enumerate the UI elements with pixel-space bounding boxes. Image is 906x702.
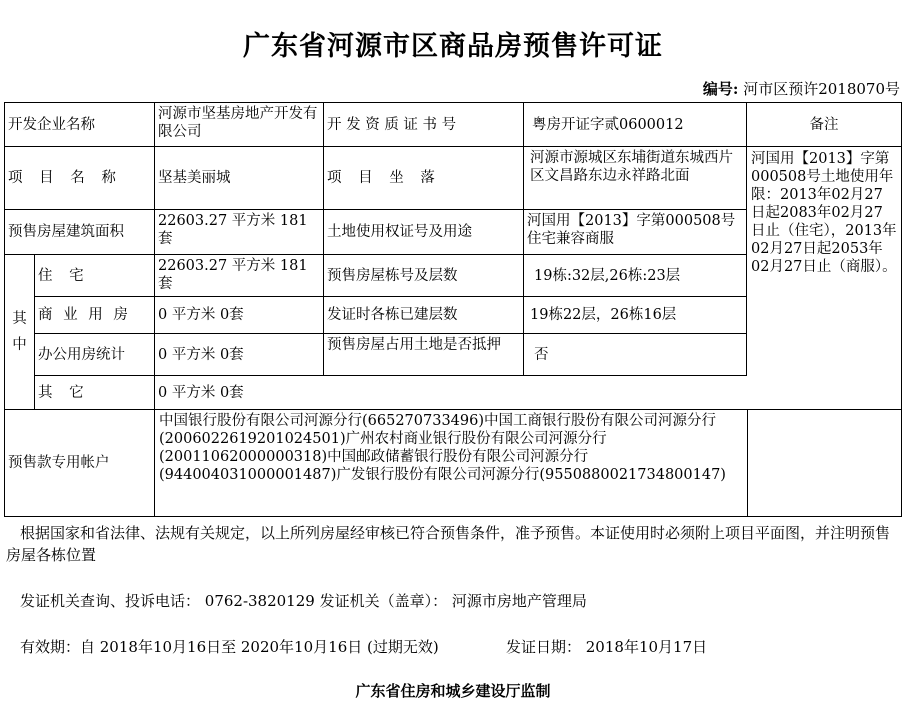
buildings-value: 19栋:32层,26栋:23层 (523, 254, 747, 297)
project-name-value: 坚基美丽城 (154, 146, 324, 210)
certificate-number-label: 编号: (702, 80, 739, 98)
developer-label: 开发企业名称 (4, 102, 155, 147)
issue-date-line: 发证日期： 2018年10月17日 (506, 638, 708, 656)
office-value: 0 平方米 0套 (154, 333, 324, 376)
project-location-value: 河源市源城区东埔街道东城西片区文昌路东边永祥路北面 (523, 146, 747, 210)
mortgage-value: 否 (523, 333, 747, 376)
built-floors-value: 19栋22层，26栋16层 (523, 296, 747, 334)
certificate-number-value: 河市区预许2018070号 (743, 80, 900, 98)
mortgage-label: 预售房屋占用土地是否抵押 (323, 333, 524, 376)
office-label: 办公用房统计 (34, 333, 155, 376)
other-value: 0 平方米 0套 (154, 375, 324, 410)
qualification-value: 粤房开证字贰0600012 (523, 102, 747, 147)
account-label: 预售款专用帐户 (4, 409, 155, 517)
contact-line: 发证机关查询、投诉电话： 0762-3820129 发证机关（盖章）： 河源市房地产管理局 (20, 592, 587, 610)
presale-area-label: 预售房屋建筑面积 (4, 209, 155, 255)
residential-value: 22603.27 平方米 181套 (154, 254, 324, 297)
certificate-number (703, 78, 900, 99)
qualification-label: 开 发 资 质 证 书 号 (323, 102, 524, 147)
land-cert-label: 土地使用权证号及用途 (323, 209, 524, 255)
land-cert-value: 河国用【2013】字第000508号 住宅兼容商服 (523, 209, 747, 255)
commercial-label: 商 业 用 房 (34, 296, 155, 334)
presale-area-value: 22603.27 平方米 181套 (154, 209, 324, 255)
validity-line: 有效期：自 2018年10月16日至 2020年10月16日 (过期无效) (20, 638, 439, 656)
blank-cell (323, 375, 747, 410)
page-title: 广东省河源市区商品房预售许可证 (243, 31, 663, 62)
other-label: 其 它 (34, 375, 155, 410)
account-value: 中国银行股份有限公司河源分行(665270733496)中国工商银行股份有限公司河源分行(2006022619201024501)广州农村商业银行股份有限公司河源分行(20011062000000318)中国邮政储蓄银行股份有限公司河源分行(944004031000001487)广发银行股份有限公司河源分行(9550880021734800147) (154, 409, 748, 517)
remarks-label: 备注 (746, 102, 902, 147)
residential-label: 住 宅 (34, 254, 155, 297)
among-label: 其 中 (4, 254, 35, 410)
footer-supervisor: 广东省住房和城乡建设厅监制 (355, 682, 551, 700)
developer-value: 河源市坚基房地产开发有限公司 (154, 102, 324, 147)
buildings-label: 预售房屋栋号及层数 (323, 254, 524, 297)
account-remarks-blank (747, 409, 902, 517)
project-location-label: 项 目 坐 落 (323, 146, 524, 210)
built-floors-label: 发证时各栋已建层数 (323, 296, 524, 334)
approval-statement: 根据国家和省法律、法规有关规定，以上所列房屋经审核已符合预售条件，准予预售。本证使用时必须附上项目平面图，并注明预售房屋各栋位置 (6, 524, 891, 564)
project-name-label: 项 目 名 称 (4, 146, 155, 210)
commercial-value: 0 平方米 0套 (154, 296, 324, 334)
remarks-value: 河国用【2013】字第000508号土地使用年限：2013年02月27日起2083年02月27日止（住宅），2013年02月27日起2053年02月27日止（商服）。 (746, 146, 902, 410)
